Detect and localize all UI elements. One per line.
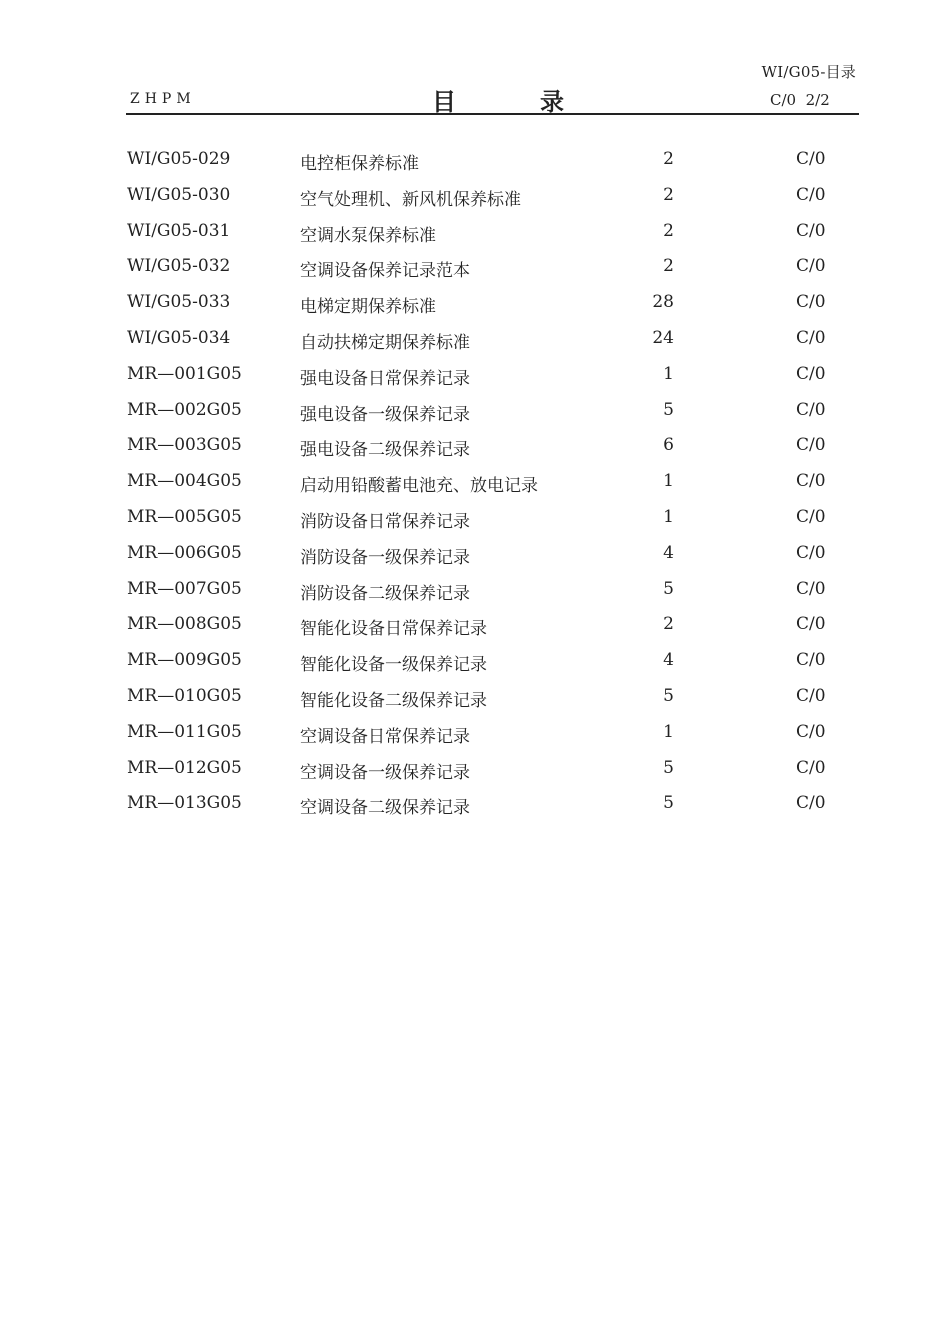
toc-row xyxy=(126,250,859,286)
toc-row-revision: C/0 xyxy=(796,363,826,384)
toc-row xyxy=(126,573,859,609)
toc-row-title: 消防设备日常保养记录 xyxy=(300,511,470,532)
toc-row-revision: C/0 xyxy=(796,149,826,169)
revision-page-info: C/0 2/2 xyxy=(770,91,830,109)
toc-row xyxy=(126,537,859,573)
toc-row-title: 电梯定期保养标准 xyxy=(300,297,436,318)
toc-row xyxy=(126,179,859,215)
toc-row-revision: C/0 xyxy=(796,685,826,706)
toc-row-title: 自动扶梯定期保养标准 xyxy=(300,332,470,353)
toc-row-code: MR—002G05 xyxy=(127,399,242,420)
toc-row-revision: C/0 xyxy=(796,435,826,456)
toc-row-pages: 24 xyxy=(652,327,674,348)
toc-row xyxy=(126,501,859,537)
toc-row-title: 强电设备一级保养记录 xyxy=(300,404,470,425)
toc-row-pages: 1 xyxy=(663,506,674,527)
document-code: WI/G05-目录 xyxy=(761,63,856,81)
toc-row-title: 空气处理机、新风机保养标准 xyxy=(300,189,521,210)
toc-row xyxy=(126,787,859,823)
toc-row-pages: 28 xyxy=(652,292,674,313)
toc-row-code: WI/G05-033 xyxy=(127,292,231,313)
toc-row xyxy=(126,215,859,251)
toc-row-pages: 4 xyxy=(663,650,674,671)
toc-row xyxy=(126,143,859,179)
toc-row-revision: C/0 xyxy=(796,614,826,635)
toc-row-pages: 2 xyxy=(663,184,674,205)
toc-row-revision: C/0 xyxy=(796,220,826,241)
toc-row-revision: C/0 xyxy=(796,721,826,742)
toc-row-title: 空调设备一级保养记录 xyxy=(300,762,470,783)
toc-row xyxy=(126,680,859,716)
toc-row-revision: C/0 xyxy=(796,506,826,527)
toc-row-revision: C/0 xyxy=(796,471,826,492)
toc-row-pages: 5 xyxy=(663,399,674,420)
toc-row-code: MR—001G05 xyxy=(127,363,242,384)
toc-row xyxy=(126,394,859,430)
table-of-contents xyxy=(126,143,859,823)
toc-row-title: 强电设备二级保养记录 xyxy=(300,440,470,461)
toc-row-title: 空调水泵保养标准 xyxy=(300,225,436,246)
toc-row-revision: C/0 xyxy=(796,757,826,778)
toc-row-title: 智能化设备二级保养记录 xyxy=(300,690,487,711)
toc-row-code: MR—013G05 xyxy=(127,793,242,814)
toc-row-title: 消防设备一级保养记录 xyxy=(300,547,470,568)
page-title: 目录 xyxy=(432,87,648,116)
toc-row-revision: C/0 xyxy=(796,650,826,671)
toc-row-revision: C/0 xyxy=(796,327,826,348)
toc-row-title: 空调设备日常保养记录 xyxy=(300,726,470,747)
toc-row-pages: 1 xyxy=(663,363,674,384)
toc-row-revision: C/0 xyxy=(796,793,826,814)
toc-row-code: MR—012G05 xyxy=(127,757,242,778)
toc-row xyxy=(126,716,859,752)
toc-row-title: 电控柜保养标准 xyxy=(300,154,419,174)
toc-row-pages: 4 xyxy=(663,542,674,563)
toc-row xyxy=(126,752,859,788)
toc-row-code: MR—003G05 xyxy=(127,435,242,456)
toc-row xyxy=(126,286,859,322)
header-divider xyxy=(126,113,859,115)
toc-row-code: WI/G05-034 xyxy=(127,327,231,348)
toc-row-code: MR—007G05 xyxy=(127,578,242,599)
toc-row-code: MR—009G05 xyxy=(127,650,242,671)
toc-row xyxy=(126,608,859,644)
toc-row-title: 消防设备二级保养记录 xyxy=(300,583,470,604)
toc-row-code: MR—010G05 xyxy=(127,685,242,706)
toc-row xyxy=(126,644,859,680)
toc-row-pages: 5 xyxy=(663,578,674,599)
toc-row-code: MR—008G05 xyxy=(127,614,242,635)
toc-row-revision: C/0 xyxy=(796,399,826,420)
toc-row-title: 空调设备保养记录范本 xyxy=(300,261,470,282)
company-code: ZHPM xyxy=(130,91,196,107)
toc-row-title: 启动用铅酸蓄电池充、放电记录 xyxy=(300,476,538,497)
toc-row-revision: C/0 xyxy=(796,184,826,205)
toc-row-pages: 5 xyxy=(663,757,674,778)
toc-row-code: WI/G05-032 xyxy=(127,256,231,277)
toc-row-revision: C/0 xyxy=(796,292,826,313)
toc-row-title: 智能化设备一级保养记录 xyxy=(300,655,487,676)
toc-row-title: 空调设备二级保养记录 xyxy=(300,798,470,819)
toc-row-pages: 5 xyxy=(663,793,674,814)
toc-row xyxy=(126,429,859,465)
toc-row-pages: 5 xyxy=(663,685,674,706)
toc-row-code: WI/G05-029 xyxy=(127,149,231,169)
toc-row-pages: 1 xyxy=(663,471,674,492)
toc-row-code: MR—005G05 xyxy=(127,506,242,527)
toc-row-code: MR—006G05 xyxy=(127,542,242,563)
toc-row xyxy=(126,358,859,394)
toc-row-pages: 2 xyxy=(663,614,674,635)
toc-row-pages: 2 xyxy=(663,149,674,169)
toc-row-pages: 2 xyxy=(663,256,674,277)
toc-row-title: 强电设备日常保养记录 xyxy=(300,368,470,389)
toc-row-pages: 6 xyxy=(663,435,674,456)
toc-row-code: WI/G05-030 xyxy=(127,184,231,205)
toc-row xyxy=(126,465,859,501)
toc-row-revision: C/0 xyxy=(796,578,826,599)
toc-row-pages: 1 xyxy=(663,721,674,742)
toc-row-revision: C/0 xyxy=(796,542,826,563)
toc-row-title: 智能化设备日常保养记录 xyxy=(300,619,487,640)
toc-row xyxy=(126,322,859,358)
toc-row-code: MR—004G05 xyxy=(127,471,242,492)
toc-row-code: MR—011G05 xyxy=(127,721,242,742)
toc-row-code: WI/G05-031 xyxy=(127,220,231,241)
toc-row-pages: 2 xyxy=(663,220,674,241)
toc-row-revision: C/0 xyxy=(796,256,826,277)
